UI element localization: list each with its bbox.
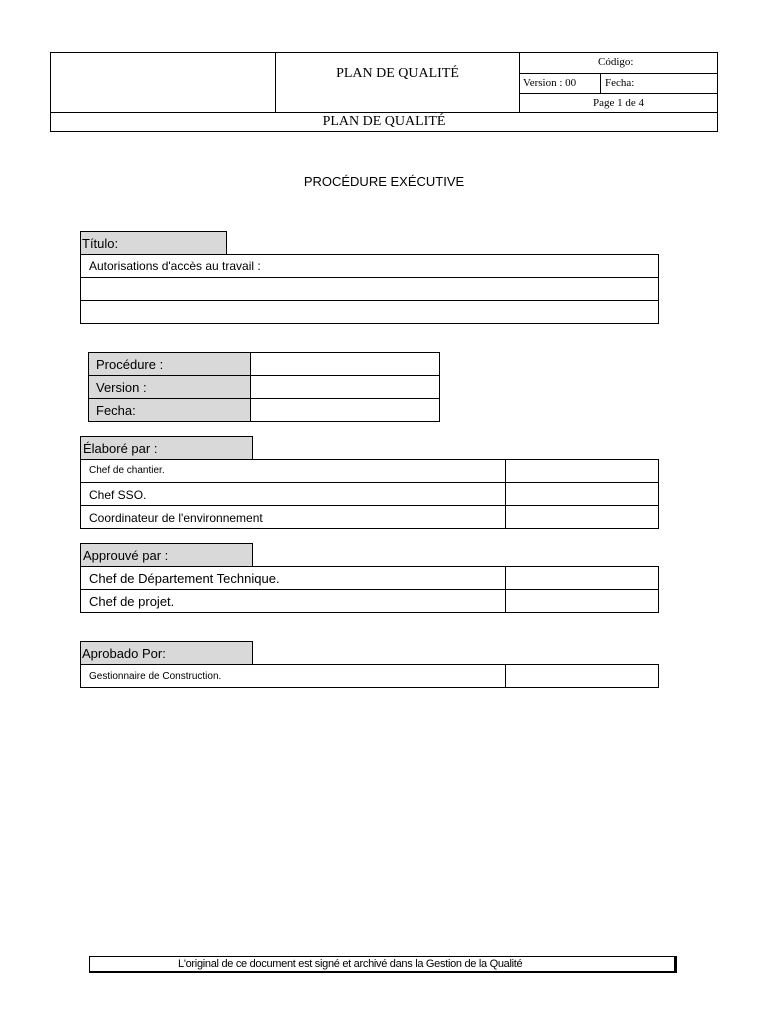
aprobado-label: Aprobado Por: — [82, 646, 166, 661]
approuve-signature-cell — [505, 566, 659, 590]
info-version-label: Version : — [96, 380, 147, 395]
fecha-label: Fecha: — [605, 77, 635, 89]
footer-note-box — [89, 956, 677, 973]
aprobado-signature-cell — [505, 664, 659, 688]
approuve-row — [80, 566, 506, 590]
elabore-signature-cell — [505, 482, 659, 506]
document-title: PROCÉDURE EXÉCUTIVE — [303, 174, 465, 189]
elabore-label-cell — [80, 436, 253, 460]
codigo-label: Código: — [598, 56, 634, 68]
footer-note: L'original de ce document est signé et archivé dans la Gestion de la Qualité — [178, 958, 523, 970]
aprobado-row-text: Gestionnaire de Construction. — [89, 671, 222, 682]
titulo-label-cell — [80, 231, 227, 255]
elabore-row-text: Coordinateur de l'environnement — [89, 511, 263, 525]
elabore-row-text: Chef SSO. — [89, 488, 147, 502]
header-version-cell — [519, 73, 601, 94]
fecha-value-cell — [250, 398, 440, 422]
elabore-row-text: Chef de chantier. — [89, 465, 165, 476]
elabore-row — [80, 459, 506, 483]
elabore-signature-cell — [505, 505, 659, 529]
approuve-signature-cell — [505, 589, 659, 613]
version-label: Version : 00 — [523, 77, 577, 89]
approuve-label-cell — [80, 543, 253, 567]
version-value-cell — [250, 375, 440, 399]
elabore-row — [80, 482, 506, 506]
aprobado-label-cell — [80, 641, 253, 665]
header-title-cell — [275, 52, 520, 113]
header-codigo-cell — [519, 52, 718, 74]
page-number: Page 1 de 4 — [592, 97, 644, 109]
approuve-row — [80, 589, 506, 613]
procedure-label-cell — [88, 352, 251, 376]
titulo-row — [80, 277, 659, 301]
procedure-value-cell — [250, 352, 440, 376]
fecha-label-cell — [88, 398, 251, 422]
approuve-row-text: Chef de Département Technique. — [89, 571, 280, 586]
aprobado-row — [80, 664, 506, 688]
elabore-row — [80, 505, 506, 529]
header-title: PLAN DE QUALITÉ — [336, 66, 459, 81]
titulo-label: Título: — [82, 236, 119, 251]
titulo-row — [80, 300, 659, 324]
header-page-cell — [519, 93, 718, 113]
elabore-label: Élaboré par : — [83, 441, 158, 456]
procedure-label: Procédure : — [96, 357, 164, 372]
header-fecha-cell — [600, 73, 718, 94]
approuve-row-text: Chef de projet. — [89, 594, 175, 609]
info-fecha-label: Fecha: — [96, 403, 136, 418]
header-logo-cell — [50, 52, 276, 113]
approuve-label: Approuvé par : — [83, 548, 169, 563]
header-subtitle: PLAN DE QUALITÉ — [322, 114, 446, 129]
titulo-row-text: Autorisations d'accès au travail : — [89, 259, 261, 273]
document-header — [0, 0, 768, 135]
header-subtitle-cell — [50, 112, 718, 132]
titulo-row — [80, 254, 659, 278]
elabore-signature-cell — [505, 459, 659, 483]
version-label-cell — [88, 375, 251, 399]
